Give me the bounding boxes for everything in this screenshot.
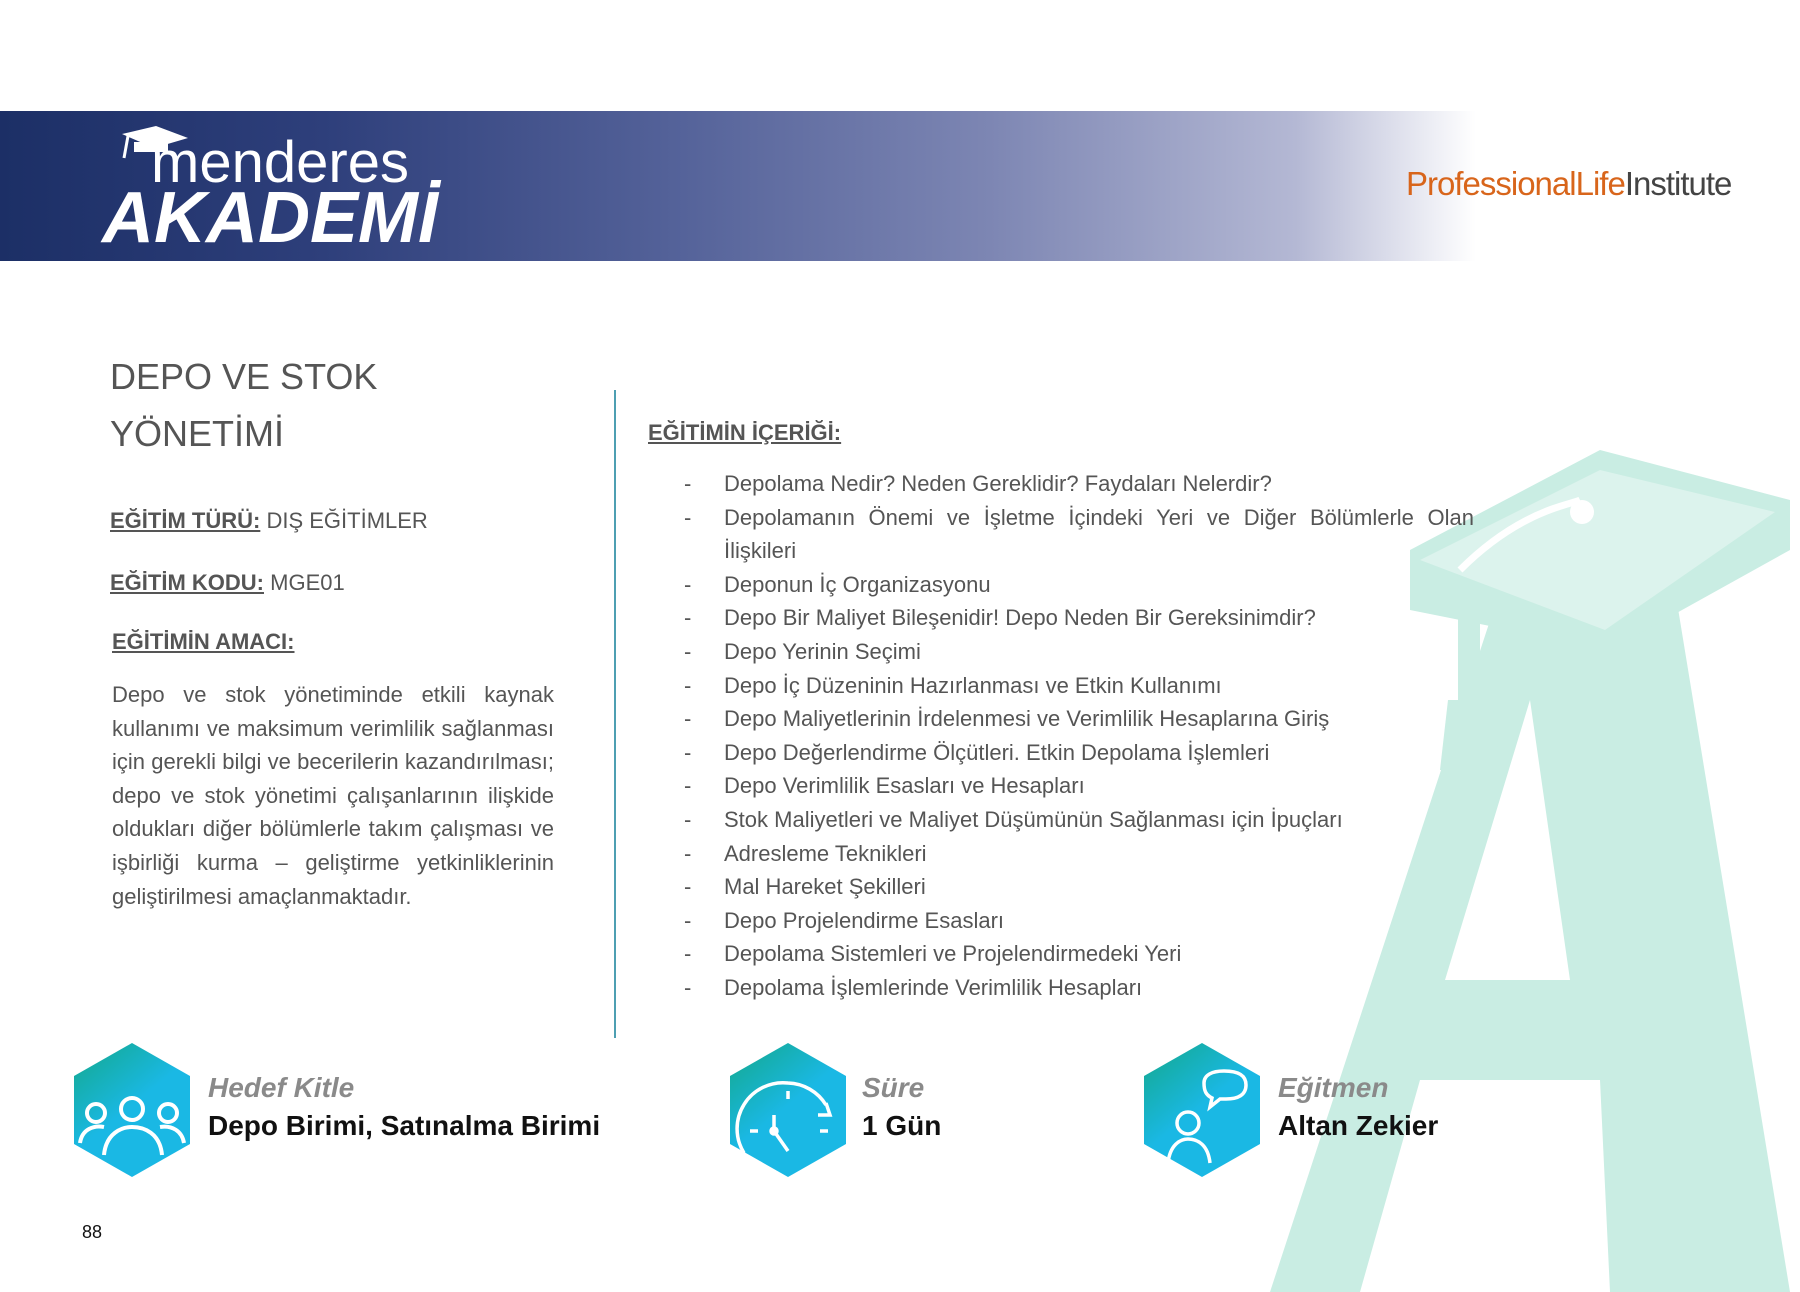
audience-label: Hedef Kitle	[208, 1072, 355, 1103]
logo-text-bottom: AKADEMİ	[102, 178, 438, 249]
course-title-line1: DEPO VE STOK	[110, 356, 378, 397]
content-list-item: - Depo Maliyetlerinin İrdelenmesi ve Verimlilik Hesaplarına Giriş	[682, 702, 1474, 736]
course-code-value: MGE01	[270, 570, 345, 595]
partner-text-part2: Institute	[1624, 165, 1732, 202]
course-type-value: DIŞ EĞİTİMLER	[266, 508, 428, 533]
aim-text: Depo ve stok yönetiminde etkili kaynak kullanımı ve maksimum verimlilik sağlanması için gerekli bilgi ve becerilerin kazandırılması; depo ve stok yönetimi çalışanlarının ilişkide oldukları diğer bölümlerle takım çalışması ve işbirliği kurma – geliştirme yetkinliklerinin geliştirilmesi amaçlanmaktadır.	[112, 682, 554, 909]
duration-label: Süre	[862, 1072, 925, 1103]
trainer-label: Eğitmen	[1278, 1072, 1389, 1103]
professional-life-institute-logo	[1406, 165, 1731, 203]
content-list-item: - Depolama Sistemleri ve Projelendirmedeki Yeri	[682, 937, 1474, 971]
content-list-item: - Depo Değerlendirme Ölçütleri. Etkin Depolama İşlemleri	[682, 736, 1474, 770]
content-list-item: - Depo İç Düzeninin Hazırlanması ve Etkin Kullanımı	[682, 669, 1474, 703]
content-list-item: - Depo Verimlilik Esasları ve Hesapları	[682, 769, 1474, 803]
menderes-akademi-logo	[100, 124, 445, 249]
page-number: 88	[82, 1222, 103, 1242]
content-list-item: - Mal Hareket Şekilleri	[682, 870, 1474, 904]
course-code-label: EĞİTİM KODU:	[110, 570, 264, 595]
content-heading: EĞİTİMİN İÇERİĞİ:	[648, 420, 842, 445]
clock-icon	[730, 1043, 846, 1177]
logo-text-top: menderes	[151, 130, 409, 195]
duration-value: 1 Gün	[862, 1110, 942, 1141]
trainer-value: Altan Zekier	[1278, 1110, 1439, 1141]
group-icon	[74, 1043, 190, 1177]
content-list-item: - Depolama Nedir? Neden Gereklidir? Faydaları Nelerdir?	[682, 467, 1474, 501]
audience-value: Depo Birimi, Satınalma Birimi	[208, 1110, 601, 1141]
content-list-item: - Depolamanın Önemi ve İşletme İçindeki Yeri ve Diğer Bölümlerle Olan İlişkileri	[682, 501, 1474, 568]
partner-text-part1: ProfessionalLife	[1406, 165, 1625, 202]
speaker-icon	[1144, 1043, 1260, 1177]
course-title-line2: YÖNETİMİ	[110, 413, 285, 454]
content-list-item: - Depolama İşlemlerinde Verimlilik Hesapları	[682, 971, 1474, 1005]
content-list-item: - Adresleme Teknikleri	[682, 837, 1474, 871]
content-list-item: - Depo Projelendirme Esasları	[682, 904, 1474, 938]
course-type-label: EĞİTİM TÜRÜ:	[110, 508, 261, 533]
aim-heading: EĞİTİMİN AMACI:	[112, 629, 295, 654]
course-type	[110, 508, 428, 534]
content-list-item: - Deponun İç Organizasyonu	[682, 568, 1474, 602]
content-list-item: - Depo Bir Maliyet Bileşenidir! Depo Neden Bir Gereksinimdir?	[682, 601, 1474, 635]
course-code	[110, 570, 345, 596]
course-title	[110, 348, 377, 462]
content-list-item: - Stok Maliyetleri ve Maliyet Düşümünün Sağlanması için İpuçları	[682, 803, 1474, 837]
content-list	[682, 467, 1474, 1005]
column-divider	[614, 390, 616, 1038]
content-list-item: - Depo Yerinin Seçimi	[682, 635, 1474, 669]
